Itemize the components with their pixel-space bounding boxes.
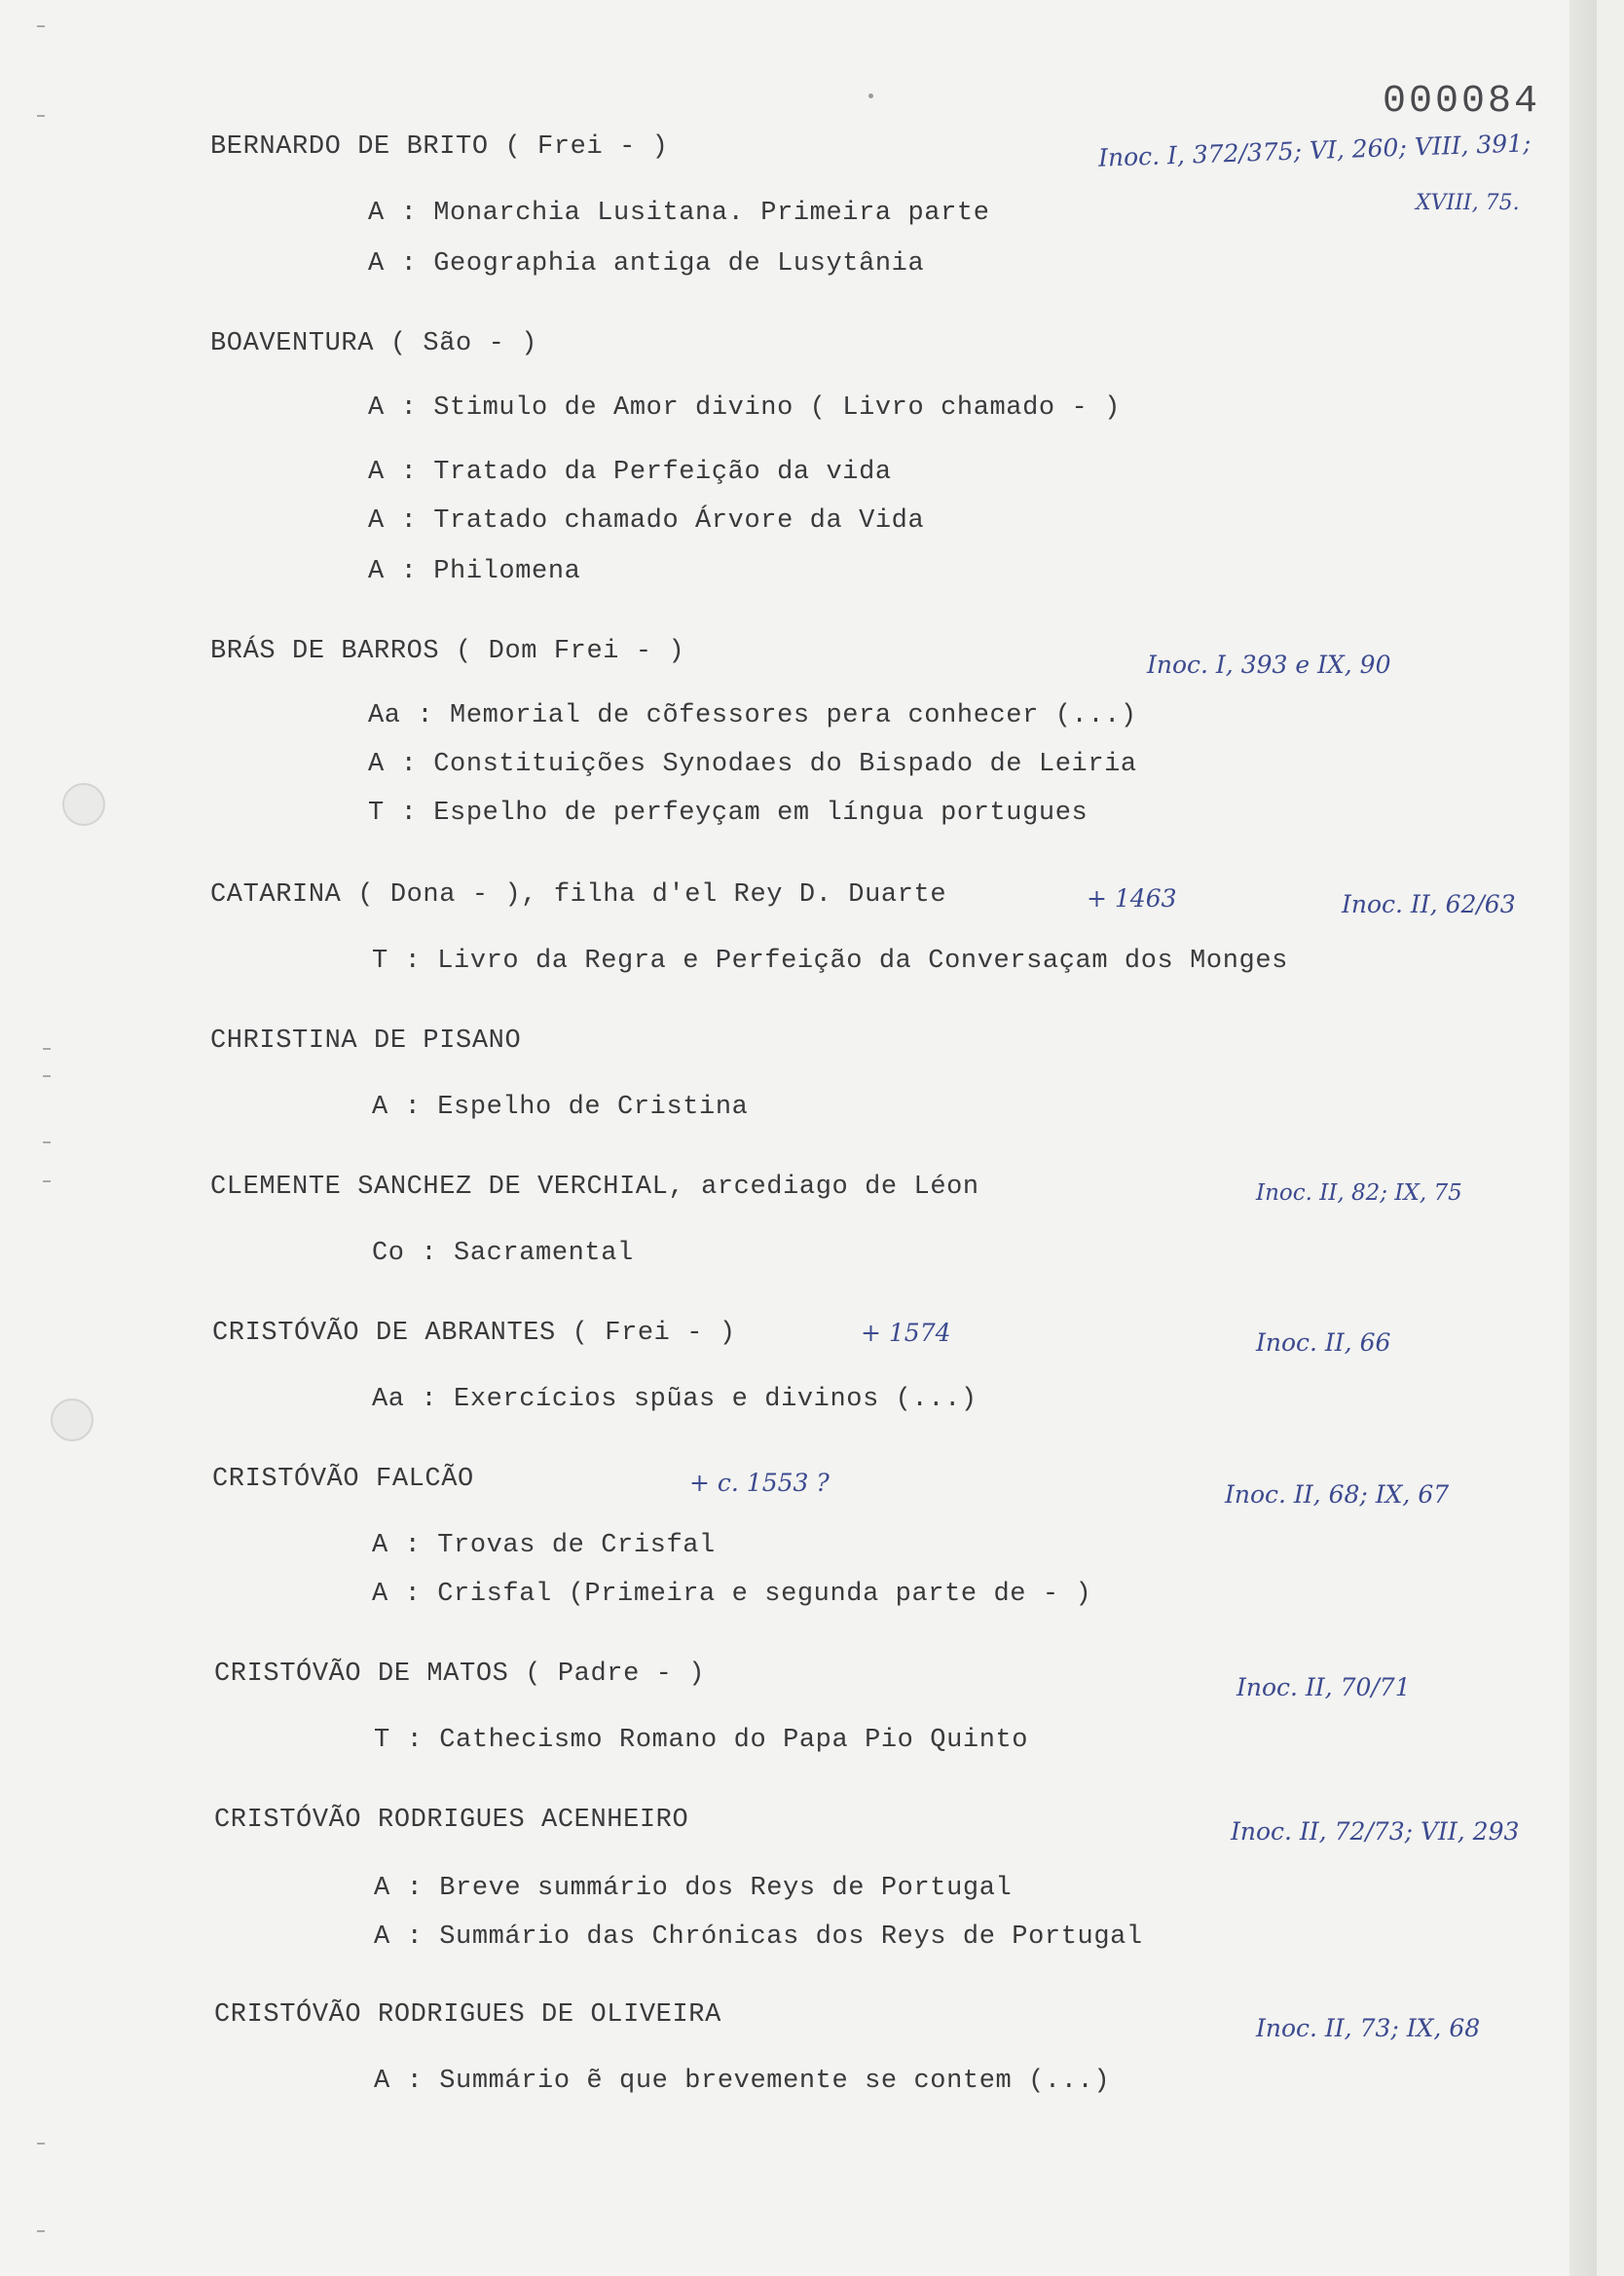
author-heading: CLEMENTE SANCHEZ DE VERCHIAL, arcediago de Léon bbox=[210, 1173, 979, 1202]
handwritten-reference: Inoc. II, 73; IX, 68 bbox=[1256, 2014, 1481, 2042]
work-entry: A : Summário ẽ que brevemente se contem (...) bbox=[374, 2067, 1111, 2096]
handwritten-reference: Inoc. II, 62/63 bbox=[1342, 890, 1516, 918]
page-edge bbox=[1569, 0, 1597, 2276]
author-heading: BRÁS DE BARROS ( Dom Frei - ) bbox=[210, 637, 685, 666]
margin-mark bbox=[37, 2143, 45, 2145]
margin-mark bbox=[43, 1180, 51, 1182]
handwritten-reference: Inoc. I, 393 e IX, 90 bbox=[1147, 651, 1391, 679]
work-entry: A : Espelho de Cristina bbox=[372, 1093, 749, 1122]
author-heading: CRISTÓVÃO RODRIGUES DE OLIVEIRA bbox=[214, 2000, 721, 2030]
work-entry: A : Monarchia Lusitana. Primeira parte bbox=[368, 199, 990, 228]
page-number: 000084 bbox=[1383, 80, 1541, 124]
author-heading: CRISTÓVÃO DE ABRANTES ( Frei - ) bbox=[212, 1319, 736, 1348]
punch-hole-bottom bbox=[51, 1399, 93, 1441]
work-entry: Co : Sacramental bbox=[372, 1239, 634, 1268]
margin-mark bbox=[43, 1048, 51, 1050]
ink-speck bbox=[868, 93, 873, 98]
work-entry: A : Trovas de Crisfal bbox=[372, 1531, 716, 1560]
work-entry: A : Constituições Synodaes do Bispado de Leiria bbox=[368, 750, 1137, 779]
margin-mark bbox=[37, 25, 45, 27]
margin-mark bbox=[43, 1075, 51, 1077]
handwritten-reference: Inoc. II, 72/73; VII, 293 bbox=[1231, 1817, 1520, 1846]
work-entry: A : Tratado chamado Árvore da Vida bbox=[368, 506, 925, 536]
author-heading: BOAVENTURA ( São - ) bbox=[210, 329, 538, 358]
work-entry: Aa : Memorial de cõfessores pera conhecer (...) bbox=[368, 701, 1137, 730]
handwritten-date: + 1574 bbox=[861, 1319, 951, 1347]
handwritten-reference: XVIII, 75. bbox=[1416, 191, 1520, 215]
work-entry: Aa : Exercícios spũas e divinos (...) bbox=[372, 1385, 978, 1414]
author-heading: CRISTÓVÃO DE MATOS ( Padre - ) bbox=[214, 1660, 706, 1689]
handwritten-reference: Inoc. II, 82; IX, 75 bbox=[1256, 1180, 1462, 1206]
author-heading: CRISTÓVÃO RODRIGUES ACENHEIRO bbox=[214, 1806, 689, 1835]
work-entry: T : Espelho de perfeyçam em língua portugues bbox=[368, 799, 1089, 828]
author-heading: CHRISTINA DE PISANO bbox=[210, 1026, 522, 1056]
punch-hole-top bbox=[62, 783, 105, 826]
work-entry: A : Geographia antiga de Lusytânia bbox=[368, 249, 925, 279]
author-heading: CRISTÓVÃO FALCÃO bbox=[212, 1465, 474, 1494]
work-entry: A : Summário das Chrónicas dos Reys de Portugal bbox=[374, 1922, 1143, 1952]
work-entry: A : Breve summário dos Reys de Portugal bbox=[374, 1874, 1013, 1903]
margin-mark bbox=[37, 115, 45, 117]
handwritten-date: + 1463 bbox=[1087, 884, 1177, 913]
work-entry: A : Philomena bbox=[368, 557, 581, 586]
handwritten-reference: Inoc. II, 70/71 bbox=[1236, 1673, 1411, 1701]
handwritten-reference: Inoc. II, 68; IX, 67 bbox=[1225, 1480, 1450, 1509]
author-heading: BERNARDO DE BRITO ( Frei - ) bbox=[210, 132, 669, 162]
work-entry: T : Cathecismo Romano do Papa Pio Quinto bbox=[374, 1726, 1029, 1755]
handwritten-reference: Inoc. II, 66 bbox=[1256, 1328, 1391, 1357]
margin-mark bbox=[43, 1141, 51, 1143]
work-entry: A : Stimulo de Amor divino ( Livro chamado - ) bbox=[368, 393, 1121, 423]
handwritten-date: + c. 1553 ? bbox=[689, 1469, 830, 1497]
author-heading: CATARINA ( Dona - ), filha d'el Rey D. Duarte bbox=[210, 880, 947, 910]
work-entry: T : Livro da Regra e Perfeição da Conversaçam dos Monges bbox=[372, 947, 1288, 976]
work-entry: A : Tratado da Perfeição da vida bbox=[368, 458, 892, 487]
margin-mark bbox=[37, 2230, 45, 2232]
work-entry: A : Crisfal (Primeira e segunda parte de - ) bbox=[372, 1580, 1092, 1609]
handwritten-reference: Inoc. I, 372/375; VI, 260; VIII, 391; bbox=[1097, 129, 1532, 172]
